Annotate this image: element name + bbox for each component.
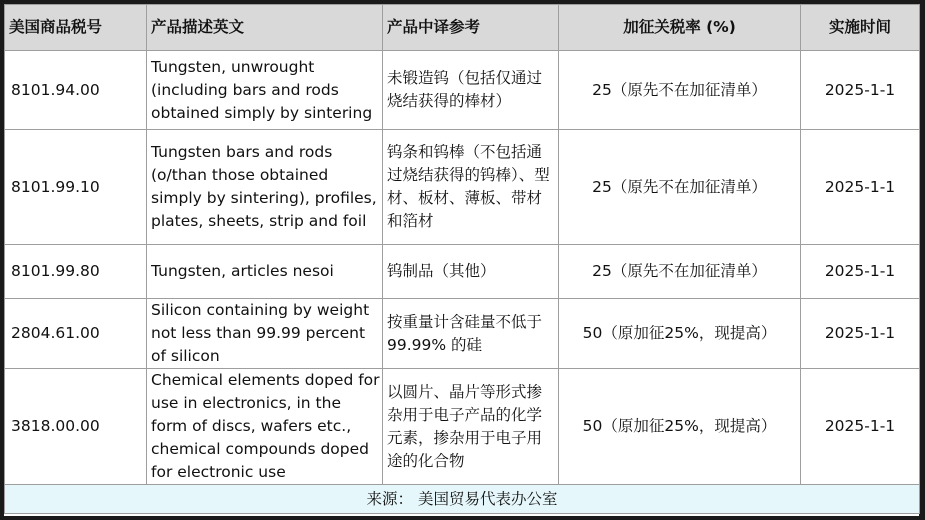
header-effective-date: 实施时间 <box>801 5 920 51</box>
cell-tariff-rate: 50（原加征25%，现提高） <box>559 369 801 485</box>
cell-hts-code: 3818.00.00 <box>5 369 147 485</box>
cell-english-description: Tungsten, articles nesoi <box>147 245 383 299</box>
table-row <box>5 369 920 485</box>
source-row <box>5 485 920 514</box>
cell-tariff-rate: 25（原先不在加征清单） <box>559 245 801 299</box>
cell-chinese-translation: 按重量计含硅量不低于 99.99% 的硅 <box>383 299 559 369</box>
cell-english-description: Chemical elements doped for use in electronics, in the form of discs, wafers etc., chemical compounds doped for electronic use <box>147 369 383 485</box>
cell-hts-code: 8101.94.00 <box>5 51 147 130</box>
header-english-description: 产品描述英文 <box>147 5 383 51</box>
cell-effective-date: 2025-1-1 <box>801 369 920 485</box>
cell-effective-date: 2025-1-1 <box>801 130 920 245</box>
table-row <box>5 130 920 245</box>
cell-chinese-translation: 钨制品（其他） <box>383 245 559 299</box>
table-row <box>5 245 920 299</box>
cell-chinese-translation: 以圆片、晶片等形式掺杂用于电子产品的化学元素，掺杂用于电子用途的化合物 <box>383 369 559 485</box>
cell-english-description: Silicon containing by weight not less than 99.99 percent of silicon <box>147 299 383 369</box>
table-row <box>5 51 920 130</box>
cell-hts-code: 2804.61.00 <box>5 299 147 369</box>
tariff-table-container <box>4 4 919 516</box>
cell-effective-date: 2025-1-1 <box>801 51 920 130</box>
table-row <box>5 299 920 369</box>
cell-chinese-translation: 钨条和钨棒（不包括通过烧结获得的钨棒）、型材、板材、薄板、带材和箔材 <box>383 130 559 245</box>
source-note: 来源： 美国贸易代表办公室 <box>5 485 920 514</box>
header-tariff-rate: 加征关税率 (%) <box>559 5 801 51</box>
header-row <box>5 5 920 51</box>
cell-effective-date: 2025-1-1 <box>801 245 920 299</box>
header-chinese-translation: 产品中译参考 <box>383 5 559 51</box>
cell-english-description: Tungsten bars and rods (o/than those obtained simply by sintering), profiles, plates, sheets, strip and foil <box>147 130 383 245</box>
cell-hts-code: 8101.99.10 <box>5 130 147 245</box>
cell-effective-date: 2025-1-1 <box>801 299 920 369</box>
cell-hts-code: 8101.99.80 <box>5 245 147 299</box>
header-hts-code: 美国商品税号 <box>5 5 147 51</box>
cell-tariff-rate: 50（原加征25%，现提高） <box>559 299 801 369</box>
cell-english-description: Tungsten, unwrought (including bars and rods obtained simply by sintering <box>147 51 383 130</box>
tariff-table <box>4 4 920 514</box>
cell-tariff-rate: 25（原先不在加征清单） <box>559 51 801 130</box>
cell-chinese-translation: 未锻造钨（包括仅通过烧结获得的棒材） <box>383 51 559 130</box>
cell-tariff-rate: 25（原先不在加征清单） <box>559 130 801 245</box>
